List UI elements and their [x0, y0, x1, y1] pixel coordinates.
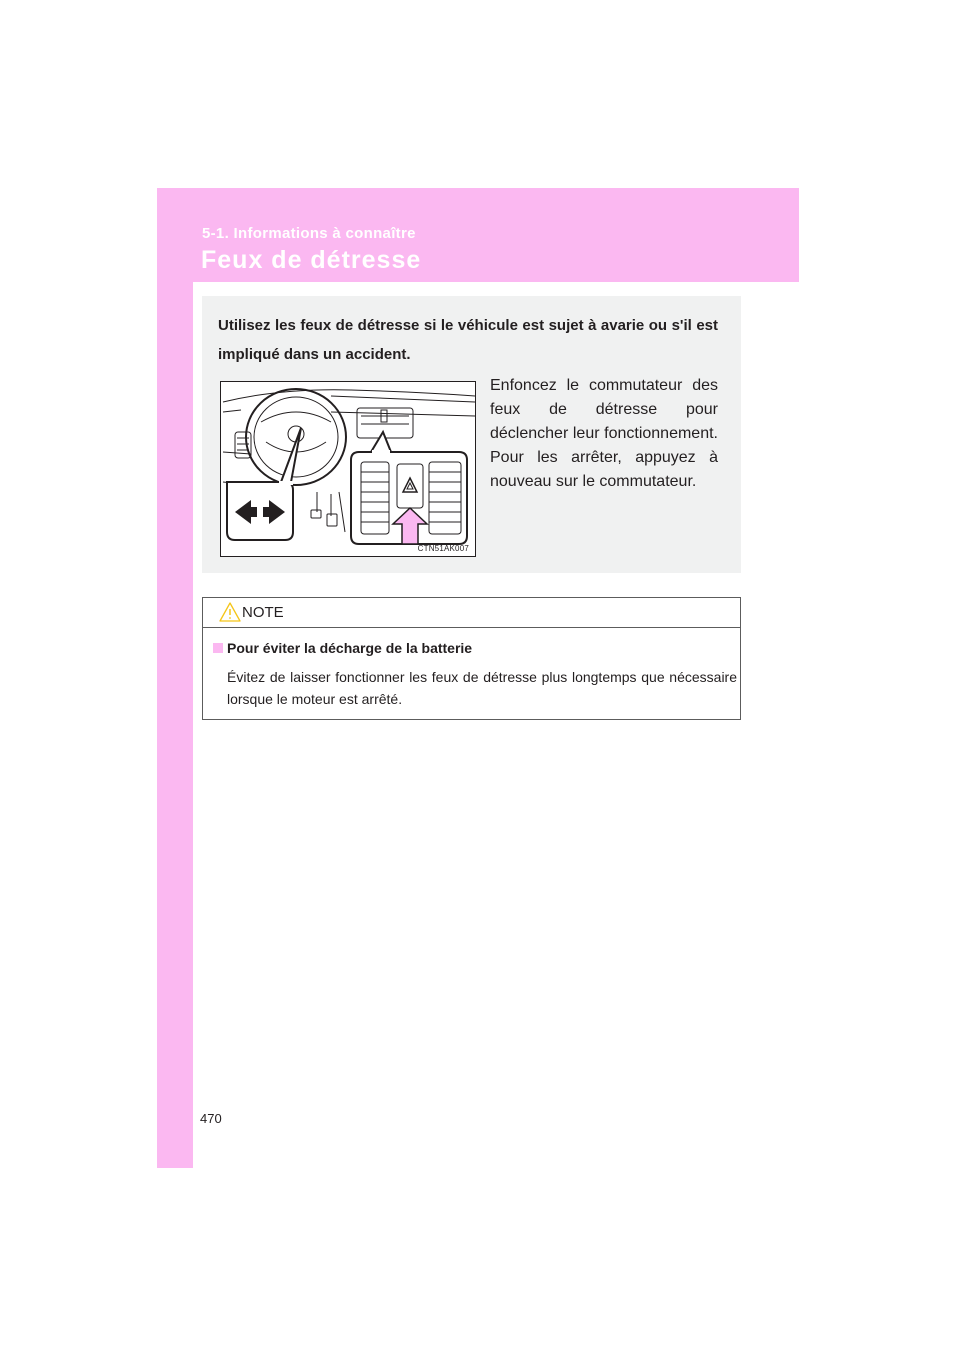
note-label: NOTE — [242, 604, 284, 621]
side-strip — [157, 188, 193, 1168]
note-heading — [213, 640, 472, 656]
dashboard-drawing — [221, 382, 475, 556]
instruction-text: Enfoncez le commutateur des feux de détresse pour déclencher leur fonctionnement. Pour les arrêter, appuyez à nouveau sur le commutateur. — [490, 377, 718, 490]
figure-code: CTN51AK007 — [417, 544, 469, 553]
note-body: Évitez de laisser fonctionner les feux de détresse plus longtemps que nécessaire lorsque le moteur est arrêté. — [227, 669, 737, 707]
intro-text: Utilisez les feux de détresse si le véhicule est sujet à avarie ou s'il est impliqué dans un accident. — [218, 317, 718, 363]
page-number: 470 — [200, 1111, 222, 1126]
note-heading-text: Pour éviter la décharge de la batterie — [227, 640, 473, 656]
page-title: Feux de détresse — [201, 246, 422, 274]
note-header — [203, 598, 740, 628]
section-label: 5-1. Informations à connaître — [202, 225, 416, 242]
warning-triangle-icon — [218, 601, 242, 623]
dashboard-illustration — [220, 381, 476, 557]
note-box — [202, 597, 741, 720]
square-bullet-icon — [213, 643, 223, 653]
